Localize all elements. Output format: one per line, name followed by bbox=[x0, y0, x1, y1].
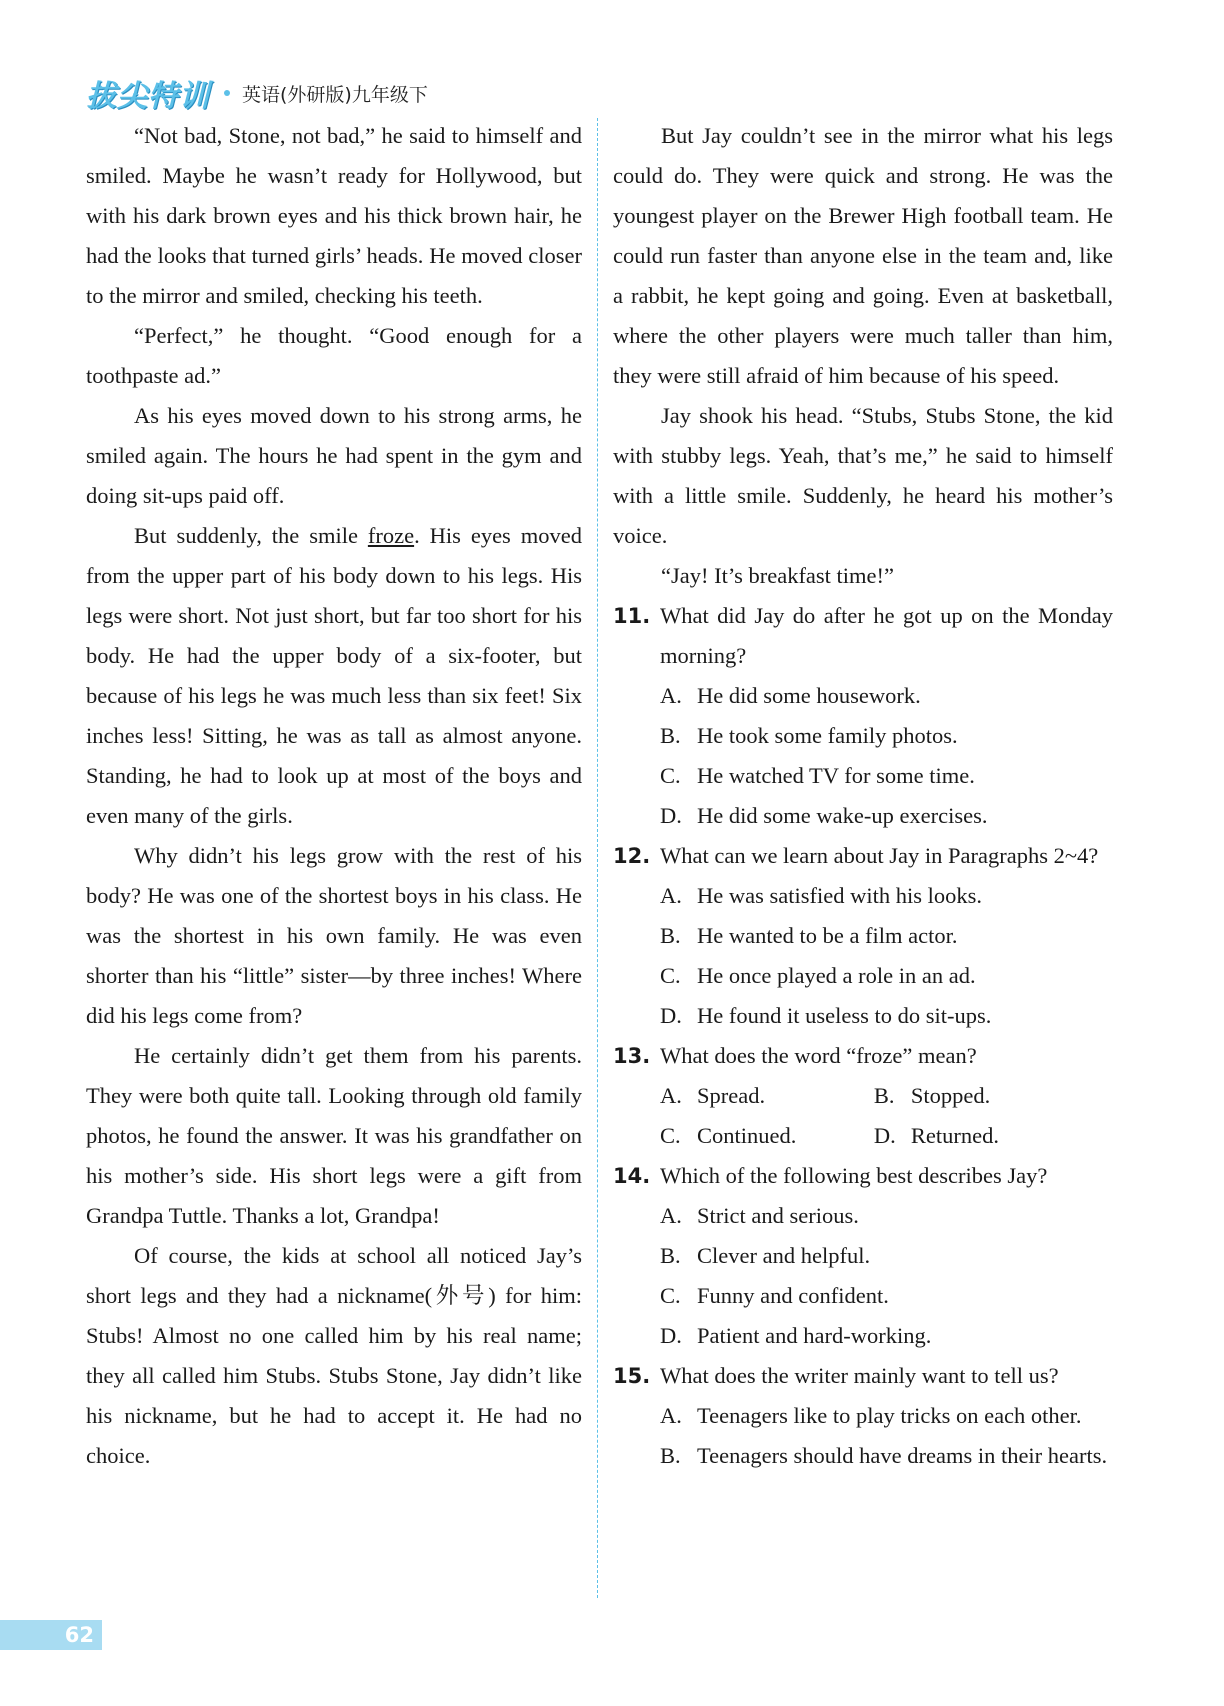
option-letter: A. bbox=[660, 1203, 682, 1228]
paragraph: “Not bad, Stone, not bad,” he said to himself and smiled. Maybe he wasn’t ready for Hollywood, but with his dark brown eyes and his thick brown hair, he had the looks that turned girls’ heads. He moved closer to the mirror and smiled, checking his teeth. bbox=[86, 123, 582, 308]
question-text: What did Jay do after he got up on the Monday morning? bbox=[660, 603, 1113, 668]
header-dot-separator bbox=[224, 90, 230, 96]
option-letter: B. bbox=[660, 923, 681, 948]
question-text: Which of the following best describes Jay? bbox=[660, 1163, 1048, 1188]
paragraph-text: But suddenly, the smile bbox=[134, 523, 368, 548]
question-number: 12. bbox=[613, 844, 651, 868]
option-letter: D. bbox=[660, 1003, 682, 1028]
option-row bbox=[613, 1116, 1113, 1156]
option-a bbox=[613, 1196, 1113, 1236]
option-c bbox=[613, 1116, 874, 1156]
paragraph: “Jay! It’s breakfast time!” bbox=[661, 563, 895, 588]
question-text: What does the word “froze” mean? bbox=[660, 1043, 977, 1068]
option-letter: C. bbox=[660, 1123, 681, 1148]
book-brand-logo: 拔尖特训 bbox=[86, 79, 210, 114]
paragraph: He certainly didn’t get them from his parents. They were both quite tall. Looking through old family photos, he found the answer. It was his grandfather on his mother’s side. His short legs were a gift from Grandpa Tuttle. Thanks a lot, Grandpa! bbox=[86, 1043, 582, 1228]
option-text: He watched TV for some time. bbox=[697, 763, 975, 788]
option-d bbox=[613, 996, 1113, 1036]
question-number: 14. bbox=[613, 1164, 651, 1188]
option-a bbox=[613, 876, 1113, 916]
option-letter: A. bbox=[660, 1083, 682, 1108]
option-row bbox=[613, 1076, 1113, 1116]
paragraph: As his eyes moved down to his strong arms, he smiled again. The hours he had spent in the gym and doing sit-ups paid off. bbox=[86, 403, 582, 508]
page-number: 62 bbox=[0, 1620, 102, 1650]
option-text: Returned. bbox=[910, 1123, 999, 1148]
option-letter: B. bbox=[873, 1083, 895, 1108]
option-letter: D. bbox=[660, 803, 682, 828]
question-number: 13. bbox=[613, 1044, 651, 1068]
option-text: Strict and serious. bbox=[697, 1203, 859, 1228]
option-letter: C. bbox=[660, 1283, 681, 1308]
option-c bbox=[613, 1276, 1113, 1316]
option-text: He did some wake-up exercises. bbox=[697, 803, 988, 828]
option-b bbox=[613, 1236, 1113, 1276]
option-text: Stopped. bbox=[910, 1083, 991, 1108]
paragraph bbox=[86, 516, 582, 836]
question-text: What can we learn about Jay in Paragraphs 2~4? bbox=[660, 843, 1099, 868]
paragraph: Of course, the kids at school all noticed Jay’s short legs and they had a nickname(外号) for him: Stubs! Almost no one called him by his real name; they all called him Stubs. Stubs Stone, Jay didn’t like his nickname, but he had to accept it. He had no choice. bbox=[86, 1243, 582, 1468]
option-d bbox=[874, 1116, 1113, 1156]
question-15 bbox=[613, 1356, 1113, 1396]
option-text: He once played a role in an ad. bbox=[697, 963, 976, 988]
option-letter: D. bbox=[660, 1323, 682, 1348]
option-text: Teenagers like to play tricks on each other. bbox=[697, 1403, 1082, 1428]
left-column bbox=[86, 116, 582, 1476]
question-number: 15. bbox=[613, 1364, 651, 1388]
option-a bbox=[613, 1396, 1113, 1436]
option-b bbox=[613, 716, 1113, 756]
option-text: He did some housework. bbox=[697, 683, 921, 708]
option-a bbox=[613, 1076, 874, 1116]
option-letter: C. bbox=[660, 763, 681, 788]
option-text: He found it useless to do sit-ups. bbox=[697, 1003, 992, 1028]
option-b bbox=[874, 1076, 1113, 1116]
underlined-word: froze bbox=[367, 523, 415, 548]
question-text: What does the writer mainly want to tell us? bbox=[660, 1363, 1059, 1388]
book-subject-title: 英语(外研版)九年级下 bbox=[242, 83, 428, 106]
option-text: He wanted to be a film actor. bbox=[697, 923, 958, 948]
question-11 bbox=[613, 596, 1113, 676]
question-12 bbox=[613, 836, 1113, 876]
option-letter: B. bbox=[660, 723, 681, 748]
option-d bbox=[613, 796, 1113, 836]
option-c bbox=[613, 956, 1113, 996]
option-letter: A. bbox=[660, 683, 682, 708]
paragraph: Jay shook his head. “Stubs, Stubs Stone, the kid with stubby legs. Yeah, that’s me,” he said to himself with a little smile. Suddenly, he heard his mother’s voice. bbox=[613, 403, 1113, 548]
option-text: Funny and confident. bbox=[697, 1283, 889, 1308]
option-letter: A. bbox=[660, 1403, 682, 1428]
option-text: Patient and hard-working. bbox=[697, 1323, 932, 1348]
question-13 bbox=[613, 1036, 1113, 1076]
option-letter: D. bbox=[873, 1123, 896, 1148]
option-letter: C. bbox=[660, 963, 681, 988]
option-b bbox=[613, 1436, 1113, 1476]
option-b bbox=[613, 916, 1113, 956]
paragraph: But Jay couldn’t see in the mirror what his legs could do. They were quick and strong. He was the youngest player on the Brewer High football team. He could run faster than anyone else in the team and, like a rabbit, he kept going and going. Even at basketball, where the other players were much taller than him, they were still afraid of him because of his speed. bbox=[613, 123, 1113, 388]
option-a bbox=[613, 676, 1113, 716]
option-c bbox=[613, 756, 1113, 796]
column-divider bbox=[597, 118, 598, 1598]
option-text: Clever and helpful. bbox=[697, 1243, 871, 1268]
paragraph-text: . His eyes moved from the upper part of his body down to his legs. His legs were short. Not just short, but far too short for his body. He had the upper body of a six-footer, but because of his legs he was much less than six feet! Six inches less! Sitting, he was as tall as almost anyone. Standing, he had to look up at most of the boys and even many of the girls. bbox=[86, 523, 582, 828]
option-d bbox=[613, 1316, 1113, 1356]
paragraph: “Perfect,” he thought. “Good enough for a toothpaste ad.” bbox=[86, 323, 582, 388]
option-text: He was satisfied with his looks. bbox=[697, 883, 982, 908]
question-number: 11. bbox=[613, 604, 651, 628]
option-text: Spread. bbox=[697, 1083, 766, 1108]
option-text: Teenagers should have dreams in their hearts. bbox=[697, 1443, 1108, 1468]
page-header bbox=[86, 68, 428, 118]
option-letter: B. bbox=[660, 1243, 681, 1268]
option-text: Continued. bbox=[697, 1123, 797, 1148]
option-letter: B. bbox=[660, 1443, 681, 1468]
question-14 bbox=[613, 1156, 1113, 1196]
paragraph: Why didn’t his legs grow with the rest of his body? He was one of the shortest boys in his class. He was the shortest in his own family. He was even shorter than his “little” sister—by three inches! Where did his legs come from? bbox=[86, 843, 582, 1028]
option-text: He took some family photos. bbox=[697, 723, 958, 748]
right-column bbox=[613, 116, 1113, 1476]
option-letter: A. bbox=[660, 883, 682, 908]
